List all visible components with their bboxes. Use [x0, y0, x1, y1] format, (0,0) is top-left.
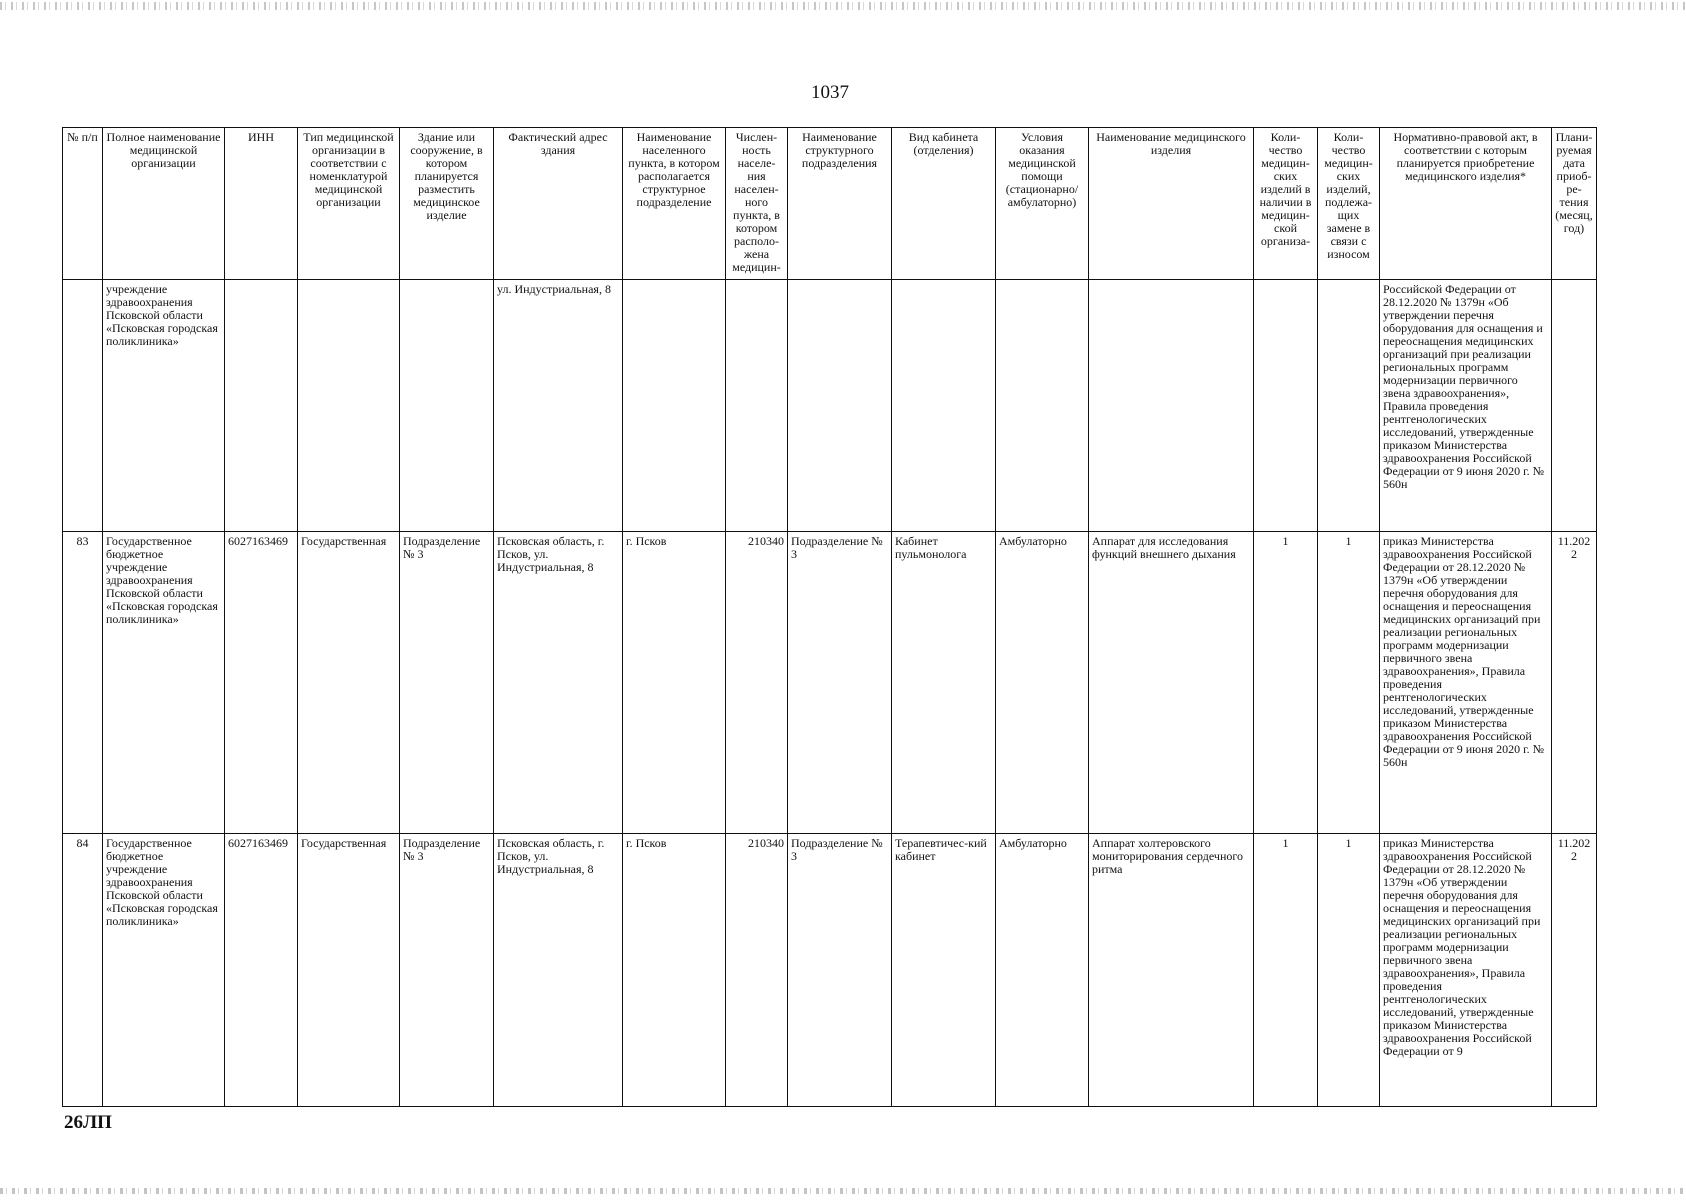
equipment-table	[62, 127, 1597, 1107]
cell-org-type: Государственная	[298, 834, 400, 1107]
cell-settlement: г. Псков	[623, 532, 726, 834]
cell-conditions: Амбулаторно	[996, 834, 1089, 1107]
cell-num	[63, 280, 103, 532]
cell-legal-act: Российской Федерации от 28.12.2020 № 1379н «Об утверждении перечня оборудования для оснащения и переоснащения медицинских организаций при реализации региональных программ модернизации первичного звена здравоохранения», Правила проведения рентгенологических исследований, утвержденные приказом Министерства здравоохранения Российской Федерации от 9 июня 2020 г. № 560н	[1380, 280, 1552, 532]
cell-legal-act: приказ Министерства здравоохранения Российской Федерации от 28.12.2020 № 1379н «Об утверждении перечня оборудования для оснащения и переоснащения медицинских организаций при реализации региональных программ модернизации первичного звена здравоохранения», Правила проведения рентгенологических исследований, утвержденные приказом Министерства здравоохранения Российской Федерации от 9 июня 2020 г. № 560н	[1380, 532, 1552, 834]
cell-address: ул. Индустриальная, 8	[494, 280, 623, 532]
col-header-device: Наименование медицинского изделия	[1089, 128, 1254, 280]
col-header-building: Здание или сооружение, в котором планируется разместить медицинское изделие	[400, 128, 494, 280]
cell-legal-act: приказ Министерства здравоохранения Российской Федерации от 28.12.2020 № 1379н «Об утверждении перечня оборудования для оснащения и переоснащения медицинских организаций при реализации региональных программ модернизации первичного звена здравоохранения», Правила проведения рентгенологических исследований, утвержденные приказом Министерства здравоохранения Российской Федерации от 9	[1380, 834, 1552, 1107]
cell-building: Подразделение № 3	[400, 834, 494, 1107]
page-number: 1037	[811, 82, 849, 103]
col-header-qty-replace: Коли-чество медицин-ских изделий, подлежа-щих замене в связи с износом	[1318, 128, 1380, 280]
col-header-qty-available: Коли-чество медицин-ских изделий в наличии в медицин-ской организа-	[1254, 128, 1318, 280]
cell-inn: 6027163469	[225, 532, 298, 834]
col-header-cabinet: Вид кабинета (отделения)	[892, 128, 996, 280]
cell-cabinet	[892, 280, 996, 532]
scan-edge-top	[0, 2, 1686, 10]
cell-org-name: Государственное бюджетное учреждение здравоохранения Псковской области «Псковская городская поликлиника»	[103, 834, 225, 1107]
col-header-num: № п/п	[63, 128, 103, 280]
cell-org-name: учреждение здравоохранения Псковской области «Псковская городская поликлиника»	[103, 280, 225, 532]
cell-address: Псковская область, г. Псков, ул. Индустриальная, 8	[494, 834, 623, 1107]
cell-date	[1552, 280, 1597, 532]
col-header-org-type: Тип медицинской организации в соответствии с номенклатурой медицинской организации	[298, 128, 400, 280]
scan-edge-bottom	[0, 1188, 1686, 1194]
cell-device	[1089, 280, 1254, 532]
cell-inn: 6027163469	[225, 834, 298, 1107]
cell-address: Псковская область, г. Псков, ул. Индустриальная, 8	[494, 532, 623, 834]
cell-settlement: г. Псков	[623, 834, 726, 1107]
col-header-legal-act: Нормативно-правовой акт, в соответствии с которым планируется приобретение медицинского изделия*	[1380, 128, 1552, 280]
cell-population: 210340	[726, 532, 788, 834]
cell-conditions: Амбулаторно	[996, 532, 1089, 834]
cell-population	[726, 280, 788, 532]
cell-num: 83	[63, 532, 103, 834]
cell-settlement	[623, 280, 726, 532]
cell-device: Аппарат для исследования функций внешнего дыхания	[1089, 532, 1254, 834]
cell-qty-replace: 1	[1318, 834, 1380, 1107]
cell-building	[400, 280, 494, 532]
cell-population: 210340	[726, 834, 788, 1107]
table-row	[63, 532, 1597, 834]
cell-building: Подразделение № 3	[400, 532, 494, 834]
cell-conditions	[996, 280, 1089, 532]
cell-unit	[788, 280, 892, 532]
table-row-continuation	[63, 280, 1597, 532]
cell-inn	[225, 280, 298, 532]
cell-device: Аппарат холтеровского мониторирования сердечного ритма	[1089, 834, 1254, 1107]
col-header-unit: Наименование структурного подразделения	[788, 128, 892, 280]
col-header-inn: ИНН	[225, 128, 298, 280]
cell-unit: Подразделение № 3	[788, 532, 892, 834]
cell-cabinet: Кабинет пульмонолога	[892, 532, 996, 834]
col-header-address: Фактический адрес здания	[494, 128, 623, 280]
col-header-conditions: Условия оказания медицинской помощи (стационарно/ амбулаторно)	[996, 128, 1089, 280]
cell-date: 11.2022	[1552, 834, 1597, 1107]
col-header-population: Числен-ность населе-ния населен-ного пункта, в котором располо-жена медицин-	[726, 128, 788, 280]
table-header-row	[63, 128, 1597, 280]
cell-org-name: Государственное бюджетное учреждение здравоохранения Псковской области «Псковская городская поликлиника»	[103, 532, 225, 834]
table-row	[63, 834, 1597, 1107]
cell-qty-replace: 1	[1318, 532, 1380, 834]
cell-num: 84	[63, 834, 103, 1107]
cell-qty-available	[1254, 280, 1318, 532]
cell-qty-available: 1	[1254, 532, 1318, 834]
cell-org-type: Государственная	[298, 532, 400, 834]
col-header-settlement: Наименование населенного пункта, в котором располагается структурное подразделение	[623, 128, 726, 280]
cell-date: 11.2022	[1552, 532, 1597, 834]
cell-org-type	[298, 280, 400, 532]
cell-qty-available: 1	[1254, 834, 1318, 1107]
col-header-org-name: Полное наименование медицинской организации	[103, 128, 225, 280]
footer-code: 26ЛП	[64, 1112, 112, 1133]
col-header-date: Плани-руемая дата приоб-ре-тения (месяц, год)	[1552, 128, 1597, 280]
cell-unit: Подразделение № 3	[788, 834, 892, 1107]
cell-cabinet: Терапевтичес-кий кабинет	[892, 834, 996, 1107]
cell-qty-replace	[1318, 280, 1380, 532]
